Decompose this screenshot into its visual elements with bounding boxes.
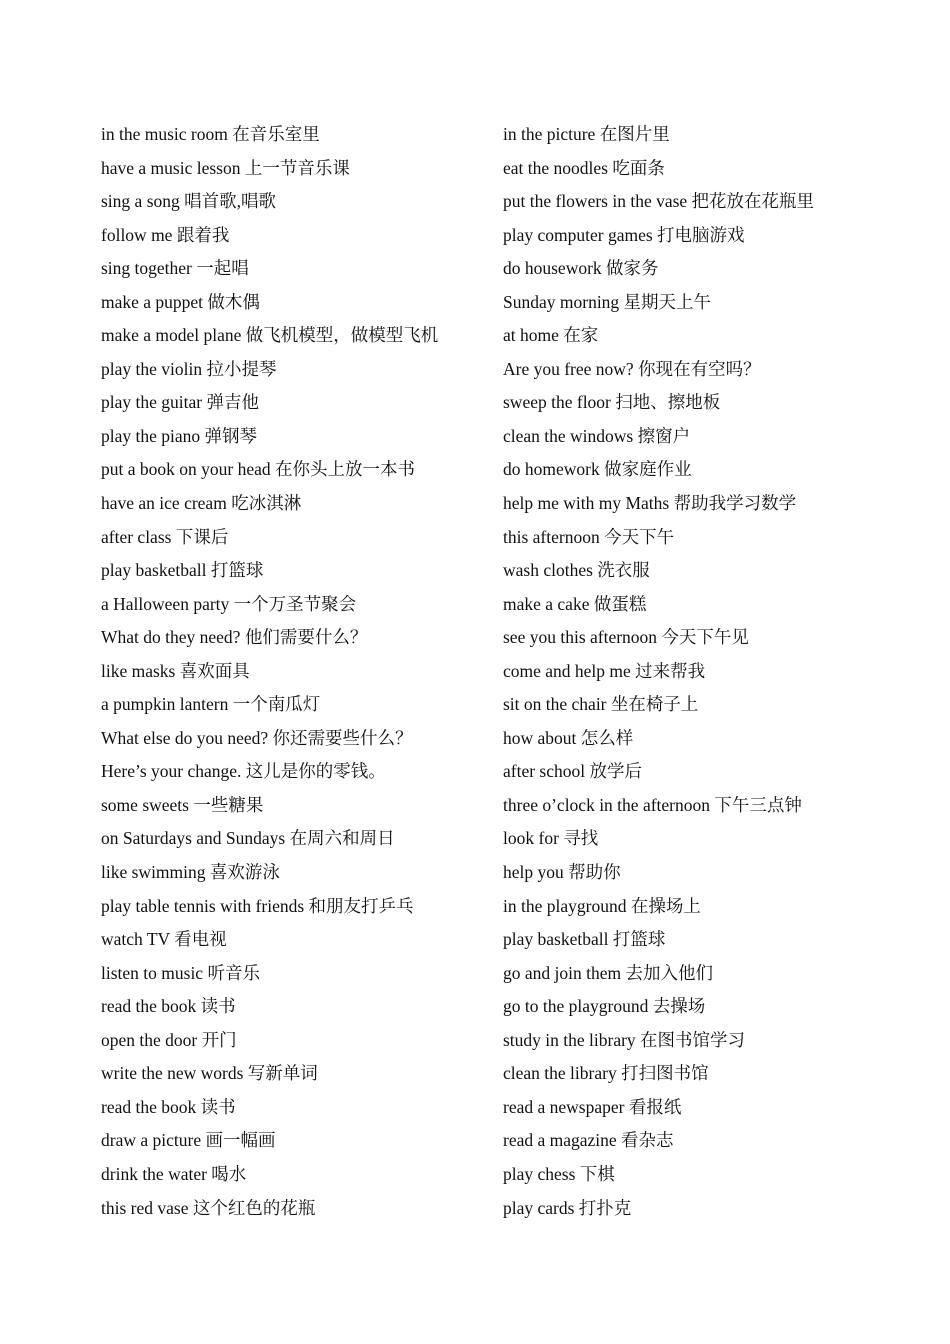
phrase-entry: do housework 做家务 xyxy=(503,258,659,279)
phrase-entry: come and help me 过来帮我 xyxy=(503,660,706,681)
phrase-entry: a Halloween party 一个万圣节聚会 xyxy=(101,593,357,614)
phrase-entry: at home 在家 xyxy=(503,325,599,346)
phrase-entry: play cards 打扑克 xyxy=(503,1197,632,1218)
phrase-entry: sweep the floor 扫地、擦地板 xyxy=(503,392,721,413)
phrase-entry: write the new words 写新单词 xyxy=(101,1063,318,1084)
phrase-entry: read a magazine 看杂志 xyxy=(503,1130,674,1151)
phrase-entry: have a music lesson 上一节音乐课 xyxy=(101,157,350,178)
phrase-entry: in the music room 在音乐室里 xyxy=(101,124,320,144)
phrase-entry: read the book 读书 xyxy=(101,996,236,1017)
phrase-entry: study in the library 在图书馆学习 xyxy=(503,1029,746,1050)
phrase-entry: What do they need? 他们需要什么？ xyxy=(101,627,368,648)
phrase-entry: three o’clock in the afternoon 下午三点钟 xyxy=(503,794,802,815)
phrase-entry: play basketball 打篮球 xyxy=(101,560,264,581)
phrase-entry: look for 寻找 xyxy=(503,828,599,849)
phrase-entry: in the playground 在操场上 xyxy=(503,895,701,916)
phrase-entry: drink the water 喝水 xyxy=(101,1163,247,1184)
phrase-entry: play chess 下棋 xyxy=(503,1163,615,1184)
phrase-entry: play computer games 打电脑游戏 xyxy=(503,224,745,245)
phrase-entry: after class 下课后 xyxy=(101,526,229,547)
phrase-entry: put a book on your head 在你头上放一本书 xyxy=(101,459,415,480)
phrase-entry: listen to music 听音乐 xyxy=(101,962,260,983)
phrase-entry: help you 帮助你 xyxy=(503,862,621,883)
phrase-entry: clean the library 打扫图书馆 xyxy=(503,1063,709,1084)
phrase-entry: Sunday morning 星期天上午 xyxy=(503,291,712,312)
phrase-entry: make a cake 做蛋糕 xyxy=(503,593,647,614)
right-phrase-column xyxy=(503,118,923,1225)
phrase-entry: open the door 开门 xyxy=(101,1029,237,1050)
phrase-entry: after school 放学后 xyxy=(503,761,642,782)
phrase-entry: some sweets 一些糖果 xyxy=(101,794,264,815)
phrase-entry: this afternoon 今天下午 xyxy=(503,526,675,547)
phrase-entry: read a newspaper 看报纸 xyxy=(503,1096,682,1117)
phrase-entry: wash clothes 洗衣服 xyxy=(503,560,650,581)
phrase-entry: What else do you need? 你还需要些什么？ xyxy=(101,727,413,748)
phrase-entry: eat the noodles 吃面条 xyxy=(503,157,665,178)
phrase-entry: this red vase 这个红色的花瓶 xyxy=(101,1197,316,1218)
phrase-entry: have an ice cream 吃冰淇淋 xyxy=(101,493,302,514)
phrase-entry: clean the windows 擦窗户 xyxy=(503,425,691,446)
phrase-entry: go to the playground 去操场 xyxy=(503,996,706,1017)
phrase-entry: follow me 跟着我 xyxy=(101,224,230,245)
phrase-entry: play the guitar 弹吉他 xyxy=(101,392,259,413)
phrase-entry: sing together 一起唱 xyxy=(101,258,249,279)
phrase-entry: sit on the chair 坐在椅子上 xyxy=(503,694,699,715)
phrase-entry: Here’s your change. 这儿是你的零钱。 xyxy=(101,761,386,782)
phrase-entry: do homework 做家庭作业 xyxy=(503,459,692,480)
phrase-entry: play basketball 打篮球 xyxy=(503,929,666,950)
phrase-entry: draw a picture 画一幅画 xyxy=(101,1130,276,1151)
phrase-entry: a pumpkin lantern 一个南瓜灯 xyxy=(101,694,321,715)
phrase-entry: read the book 读书 xyxy=(101,1096,236,1117)
phrase-entry: sing a song 唱首歌,唱歌 xyxy=(101,191,276,212)
phrase-entry: play the violin 拉小提琴 xyxy=(101,358,277,379)
phrase-entry: watch TV 看电视 xyxy=(101,929,227,950)
phrase-entry: on Saturdays and Sundays 在周六和周日 xyxy=(101,828,395,849)
phrase-entry: put the flowers in the vase 把花放在花瓶里 xyxy=(503,191,815,212)
phrase-entry: like swimming 喜欢游泳 xyxy=(101,862,280,883)
phrase-entry: see you this afternoon 今天下午见 xyxy=(503,627,749,648)
phrase-entry: play the piano 弹钢琴 xyxy=(101,425,258,446)
phrase-entry: make a model plane 做飞机模型，做模型飞机 xyxy=(101,325,439,346)
phrase-entry: in the picture 在图片里 xyxy=(503,124,670,144)
phrase-entry: play table tennis with friends 和朋友打乒乓 xyxy=(101,895,414,916)
phrase-entry: help me with my Maths 帮助我学习数学 xyxy=(503,493,797,514)
phrase-entry: make a puppet 做木偶 xyxy=(101,291,260,312)
phrase-entry: Are you free now? 你现在有空吗？ xyxy=(503,358,761,379)
phrase-entry: like masks 喜欢面具 xyxy=(101,660,250,681)
phrase-entry: go and join them 去加入他们 xyxy=(503,962,713,983)
left-phrase-column xyxy=(101,118,491,1225)
phrase-entry: how about 怎么样 xyxy=(503,727,634,748)
